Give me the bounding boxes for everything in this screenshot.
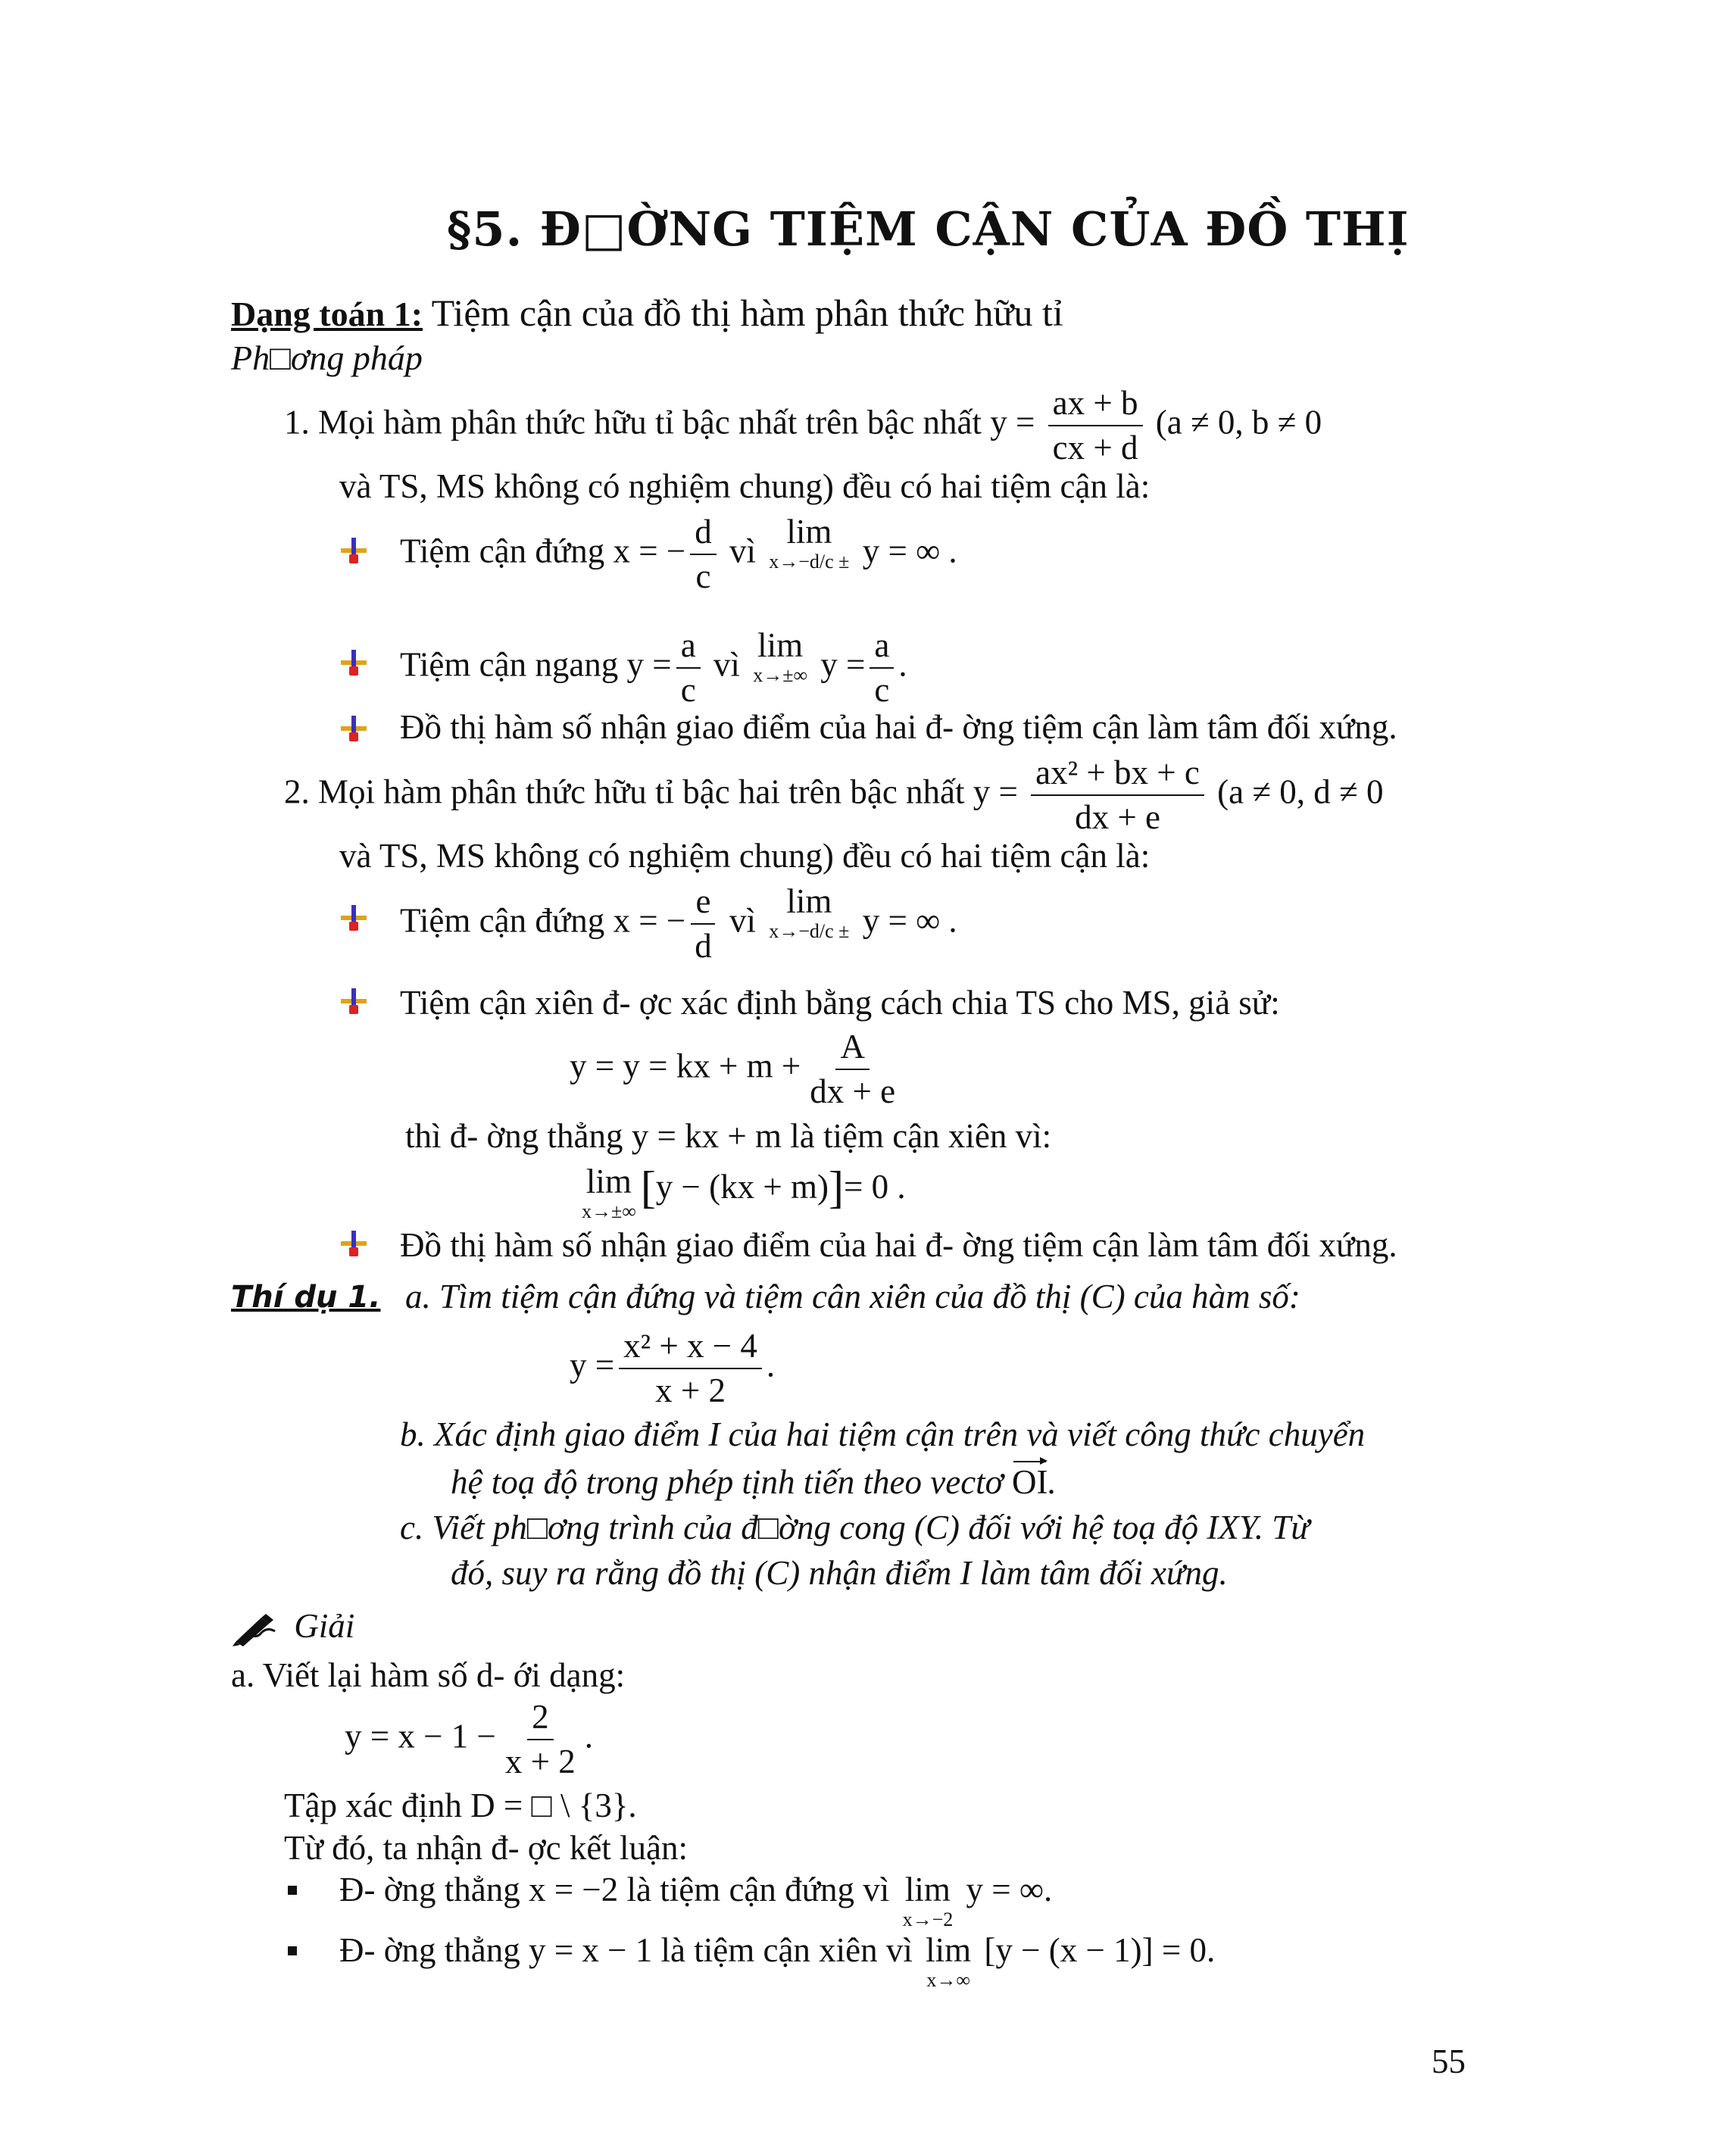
item2-limit-expr: lim x→±∞ [y − (kx + m)]= 0 . xyxy=(582,1162,906,1222)
i2b1-num: e xyxy=(691,885,715,925)
i2-lim-sub: x→±∞ xyxy=(582,1200,636,1222)
eq-fraction xyxy=(805,1030,900,1109)
item1-text: 1. Mọi hàm phân thức hữu tỉ bậc nhất trên bậc nhất y = xyxy=(284,403,1035,442)
b1-lim: lim xyxy=(786,513,832,551)
b2-den: c xyxy=(680,671,696,709)
bullet-plus-icon xyxy=(341,650,367,676)
method-label: Ph□ơng pháp xyxy=(231,339,423,377)
i2b1-den: d xyxy=(695,927,712,965)
b1-fraction xyxy=(690,515,717,594)
ex-y: y = xyxy=(570,1346,615,1384)
item1-bullet3: Đồ thị hàm số nhận giao điểm của hai đ- ờng tiệm cận làm tâm đối xứng. xyxy=(400,708,1397,746)
b1-vi: vì xyxy=(729,532,756,570)
section-heading xyxy=(231,294,1063,332)
example-equation xyxy=(570,1329,775,1408)
solution-domain: Tập xác định D = □ \ {3}. xyxy=(284,1787,637,1824)
c2-post: [y − (x − 1)] = 0. xyxy=(984,1931,1216,1969)
item1-den: cx + d xyxy=(1052,429,1138,467)
i2b1-pre: Tiệm cận đứng x = − xyxy=(400,901,686,940)
ex-den: x + 2 xyxy=(655,1372,726,1409)
sol-num: 2 xyxy=(527,1700,554,1740)
ex-fraction xyxy=(619,1329,762,1408)
b2-lim-sub: x→±∞ xyxy=(753,664,807,686)
sol-end: . xyxy=(584,1717,594,1755)
item2-line2: và TS, MS không có nghiệm chung) đều có hai tiệm cận là: xyxy=(339,837,1151,875)
solution-label: Giải xyxy=(294,1607,355,1645)
item1-cond: (a ≠ 0, b ≠ 0 xyxy=(1155,403,1322,442)
bullet-plus-icon xyxy=(341,716,367,741)
page-number: 55 xyxy=(1432,2042,1466,2080)
pencil-writing-icon xyxy=(231,1612,278,1648)
c1-lim-sub: x→−2 xyxy=(902,1908,954,1930)
example-b2 xyxy=(451,1465,1057,1499)
bullet-plus-icon xyxy=(341,905,367,931)
eq-pre: y = y = kx + m + xyxy=(570,1047,801,1085)
i2-lim-end: = 0 . xyxy=(844,1168,906,1206)
item2-equation xyxy=(570,1030,904,1109)
ex-b2-pre: hệ toạ độ trong phép tịnh tiến theo vectơ xyxy=(451,1463,1004,1501)
b2-fraction2 xyxy=(870,626,894,709)
b1-pre: Tiệm cận đứng x = − xyxy=(400,532,686,570)
b2-pre: Tiệm cận ngang y = xyxy=(400,645,672,684)
b2-mid: y = xyxy=(820,645,866,684)
c1-pre: Đ- ờng thẳng x = −2 là tiệm cận đứng vì xyxy=(339,1871,890,1908)
item1-bullet2 xyxy=(400,626,907,709)
b2-vi: vì xyxy=(713,645,740,684)
square-bullet-icon xyxy=(288,1886,297,1895)
example-c2: đó, suy ra rằng đồ thị (C) nhận điểm I làm tâm đối xứng. xyxy=(451,1554,1228,1592)
ex-end: . xyxy=(766,1346,776,1384)
item2-num: ax² + bx + c xyxy=(1031,756,1204,796)
item2-text: 2. Mọi hàm phân thức hữu tỉ bậc hai trên bậc nhất y = xyxy=(284,772,1018,811)
item2-bullet2: Tiệm cận xiên đ- ợc xác định bằng cách chia TS cho MS, giả sử: xyxy=(400,984,1280,1022)
c2-limit xyxy=(926,1933,971,1990)
conclusion-2 xyxy=(339,1933,1215,1990)
square-bullet-icon xyxy=(288,1946,297,1955)
c2-lim-sub: x→∞ xyxy=(926,1969,970,1991)
ex-b2-end: . xyxy=(1048,1463,1057,1501)
sol-den: x + 2 xyxy=(504,1743,576,1780)
i2b1-post: y = ∞ . xyxy=(862,901,957,940)
sol-eq-pre: y = x − 1 − xyxy=(345,1717,496,1755)
c2-lim: lim xyxy=(926,1931,972,1969)
eq-den: dx + e xyxy=(810,1072,896,1110)
item1-fraction xyxy=(1048,386,1143,465)
bullet-plus-icon xyxy=(341,1231,367,1256)
b2-fraction xyxy=(676,626,701,709)
ex-num: x² + x − 4 xyxy=(619,1329,762,1369)
c1-post: y = ∞. xyxy=(966,1871,1053,1908)
b2-lim: lim xyxy=(757,626,804,664)
item2-fraction xyxy=(1031,756,1204,835)
b1-lim-sub: x→−d/c ± xyxy=(769,551,850,573)
section-text: Tiệm cận của đồ thị hàm phân thức hữu tỉ xyxy=(431,292,1063,334)
item2-bullet3: Đồ thị hàm số nhận giao điểm của hai đ- ờng tiệm cận làm tâm đối xứng. xyxy=(400,1226,1397,1264)
b1-den: c xyxy=(695,557,711,595)
solution-a: a. Viết lại hàm số d- ới dạng: xyxy=(231,1656,626,1694)
b2-num2: a xyxy=(870,629,894,669)
c1-lim: lim xyxy=(904,1871,951,1908)
i2-lim-body: y − (kx + m) xyxy=(655,1168,829,1206)
page-title: §5. Đ□ỜNG TIỆM CẬN CỦA ĐỒ THỊ xyxy=(447,201,1410,257)
item1-line2: và TS, MS không có nghiệm chung) đều có hai tiệm cận là: xyxy=(339,467,1151,505)
bullet-plus-icon xyxy=(341,988,367,1014)
item1-line1 xyxy=(284,386,1322,465)
i2b1-lim-sub: x→−d/c ± xyxy=(769,920,850,942)
b1-post: y = ∞ . xyxy=(862,532,957,570)
b1-num: d xyxy=(690,515,717,555)
item1-bullet1 xyxy=(400,515,957,594)
c1-limit xyxy=(903,1873,954,1930)
item2-bullet1 xyxy=(400,882,957,965)
example-c1: c. Viết ph□ơng trình của đ□ờng cong (C) đối với hệ toạ độ IXY. Từ xyxy=(400,1509,1310,1546)
conclusion-1 xyxy=(339,1873,1052,1930)
b2-end: . xyxy=(898,645,907,684)
b1-limit xyxy=(769,515,849,572)
item2-line1 xyxy=(284,756,1383,835)
i2b1-fraction xyxy=(690,882,717,965)
bullet-plus-icon xyxy=(341,538,367,563)
c2-pre: Đ- ờng thẳng y = x − 1 là tiệm cận xiên vì xyxy=(339,1931,913,1969)
item2-den: dx + e xyxy=(1075,798,1160,836)
eq-num: A xyxy=(835,1030,870,1070)
item1-num: ax + b xyxy=(1048,386,1143,426)
item2-cond: (a ≠ 0, d ≠ 0 xyxy=(1217,772,1384,811)
i2-lim: lim xyxy=(585,1162,632,1200)
sol-fraction xyxy=(501,1700,580,1779)
i2b1-lim: lim xyxy=(786,882,832,920)
b2-den2: c xyxy=(874,671,890,709)
example-label: Thí dụ 1. xyxy=(231,1280,381,1315)
solution-conclude: Từ đó, ta nhận đ- ợc kết luận: xyxy=(284,1829,688,1867)
b2-limit xyxy=(753,626,807,686)
b2-num: a xyxy=(676,629,701,669)
solution-equation xyxy=(345,1700,593,1779)
example-a: a. Tìm tiệm cận đứng và tiệm cân xiên của đồ thị (C) của hàm số: xyxy=(405,1278,1300,1315)
vector-oi: OI xyxy=(1011,1463,1048,1501)
example-b1: b. Xác định giao điểm I của hai tiệm cận trên và viết công thức chuyển xyxy=(400,1415,1366,1453)
i2-limit xyxy=(582,1162,636,1222)
i2b1-vi: vì xyxy=(729,901,756,940)
section-label: Dạng toán 1: xyxy=(231,295,423,333)
i2b1-limit xyxy=(769,882,850,942)
item2-thi: thì đ- ờng thẳng y = kx + m là tiệm cận xiên vì: xyxy=(405,1117,1052,1155)
solution-heading xyxy=(231,1609,354,1648)
